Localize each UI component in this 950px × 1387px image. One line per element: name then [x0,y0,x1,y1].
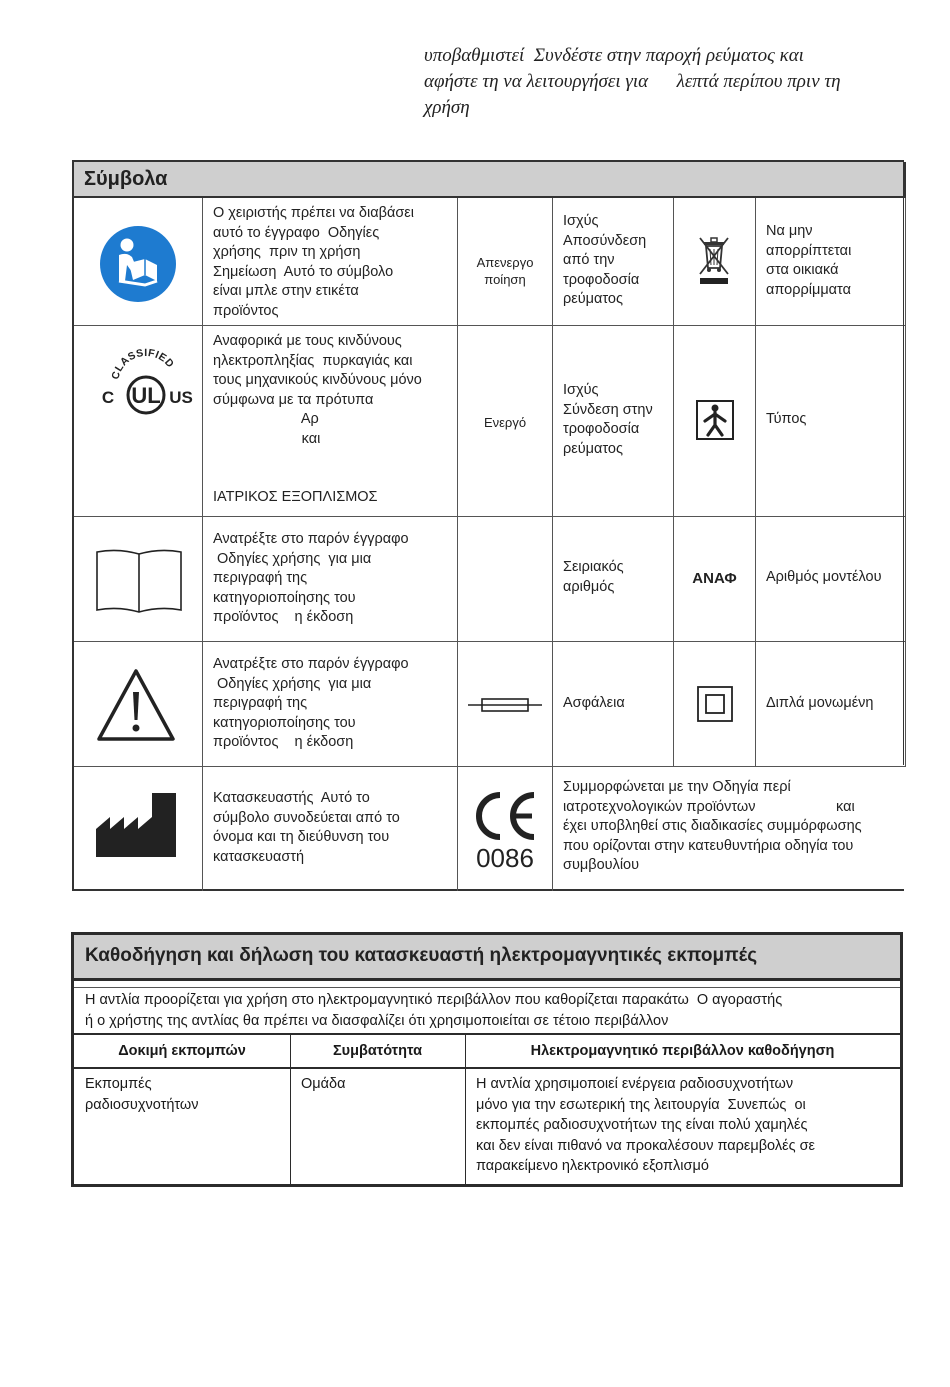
cell-warning-desc [203,642,458,767]
emc-intro [74,987,900,1035]
cell-power-disconnect-desc [553,198,674,326]
desc-line: ιατροτεχνολογικών προϊόντων και [563,798,855,815]
desc-line: περιγραφή της [213,695,308,711]
cell-type-bf-icon [674,326,756,517]
desc-line: αριθμός [563,578,615,595]
desc-line: τους μηχανικούς κινδύνους μόνο [213,372,422,388]
desc-line: χρήσης πριν τη χρήση [213,244,361,260]
desc-line: απορρίμματα [766,281,851,298]
desc-line: ηλεκτροπληξίας πυρκαγιάς και [213,352,413,369]
column-header-emissions-test: Δοκιμή εκπομπών [74,1035,290,1069]
crossed-bin-icon [698,234,730,286]
cell-weee-desc [756,198,906,326]
cell-fuse-desc [553,642,674,767]
desc-line: Οδηγίες χρήσης για μια [213,550,372,567]
desc-line: όνομα και τη διεύθυνση του [213,829,390,845]
cell-line: ραδιοσυχνοτήτων [85,1096,199,1113]
desc-line: Ισχύς [563,213,599,229]
power-off-label-line: Απενεργο [476,255,534,270]
cell-manual-icon [74,517,203,642]
ul-us-text: US [169,388,193,407]
medical-equipment-label: ΙΑΤΡΙΚΟΣ ΕΞΟΠΛΙΣΜΟΣ [213,489,378,505]
cell-weee-icon [674,198,756,326]
cell-ul-desc [203,326,458,517]
desc-line: κατηγοριοποίησης του [213,589,356,606]
desc-line: από την [563,252,615,268]
desc-line: σύμφωνα με τα πρότυπα [213,391,374,408]
cell-instructions-desc [203,198,458,326]
intro-line-3: χρήση [424,97,470,118]
ul-classified-text: CLASSIFIED [109,346,177,381]
cell-type-desc [756,326,906,517]
cell-manufacturer-icon [74,767,203,891]
cell-empty [458,517,553,642]
cell-environment-guidance [465,1069,900,1184]
desc-line: στα οικιακά [766,262,839,278]
desc-line: Ανατρέξτε στο παρόν έγγραφο [213,656,409,672]
desc-line: προϊόντος [213,302,279,319]
cell-power-off-label [458,198,553,326]
desc-line: ρεύματος [563,291,623,307]
intro-line-2: αφήστε τη να λειτουργήσει για λεπτά περίπου πριν τη [424,71,841,92]
power-on-label: Ενεργό [483,415,527,430]
symbols-right-border [903,160,904,765]
symbols-table [72,160,904,891]
cell-line: Η αντλία χρησιμοποιεί ενέργεια ραδιοσυχνοτήτων [476,1076,794,1092]
desc-line: αυτό το έγγραφο Οδηγίες [213,224,380,241]
desc-line: Κατασκευαστής Αυτό το [213,790,370,806]
cell-power-connect-desc [553,326,674,517]
desc-line: Ο χειριστής πρέπει να διαβάσει [213,205,414,221]
desc-line: Σύνδεση στην [563,401,653,418]
emc-intro-line: Η αντλία προορίζεται για χρήση στο ηλεκτρομαγνητικό περιβάλλον που καθορίζεται παρακάτω Ο αγοραστής [85,992,783,1008]
ul-c-text: C [101,388,115,407]
cell-double-insulated-desc [756,642,906,767]
desc-line: προϊόντος η έκδοση [213,609,354,625]
desc-line: Ισχύς [563,382,599,398]
cell-line: Ομάδα [301,1076,346,1092]
ce-mark-icon [470,789,540,843]
desc-line: συμβουλίου [563,857,640,873]
warning-triangle-icon [96,668,176,742]
cell-ce-desc [553,767,906,891]
cell-ce-icon [458,767,553,891]
cell-instructions-icon [74,198,203,326]
desc-line: Να μην [766,223,813,239]
cell-double-insulated-icon [674,642,756,767]
cell-manual-desc [203,517,458,642]
cell-line: μόνο για την εσωτερική της λειτουργία Συνεπώς οι [476,1096,806,1113]
type-label: Τύπος [766,411,807,427]
open-book-icon [94,546,184,614]
cell-ref-icon [674,517,756,642]
fuse-label: Ασφάλεια [563,695,625,711]
desc-line: Σειριακός [563,559,624,575]
emc-emissions-table [71,932,903,1187]
intro-text [424,43,924,121]
column-header-environment: Ηλεκτρομαγνητικό περιβάλλον καθοδήγηση [465,1035,900,1069]
fuse-icon [468,697,542,713]
desc-line: και [213,430,321,447]
type-b-applied-part-icon [696,400,734,440]
desc-line: είναι μπλε στην ετικέτα [213,283,359,299]
cell-ul-icon [74,326,203,517]
svg-text:CLASSIFIED [109,347,176,381]
desc-line: σύμβολο συνοδεύεται από το [213,809,400,826]
cell-line: Εκπομπές [85,1076,152,1092]
cell-emissions-test [74,1069,290,1184]
cell-serial-desc [553,517,674,642]
desc-line: που ορίζονται στην κατευθυντήρια οδηγία του [563,837,854,854]
desc-line: απορρίπτεται [766,242,852,259]
ce-notified-body-number: 0086 [476,843,534,873]
cell-warning-icon [74,642,203,767]
double-insulated-icon [697,686,733,722]
double-insulated-label: Διπλά μονωμένη [766,695,874,711]
power-off-label-line: ποίηση [484,272,526,287]
cell-model-desc [756,517,906,642]
desc-line: ρεύματος [563,440,623,457]
desc-line: Αναφορικά με τους κινδύνους [213,333,402,349]
emc-intro-line: ή ο χρήστης της αντλίας θα πρέπει να διασφαλίζει ότι χρησιμοποιείται σε τέτοιο περιβάλλον [85,1013,669,1029]
desc-line: κατασκευαστή [213,848,305,865]
symbols-title: Σύμβολα [84,168,168,190]
desc-line: Συμμορφώνεται με την Οδηγία περί [563,779,791,795]
desc-line: Ανατρέξτε στο παρόν έγγραφο [213,531,409,547]
cell-line: εκπομπές ραδιοσυχνοτήτων της είναι πολύ χαμηλές [476,1117,808,1133]
cell-manufacturer-desc [203,767,458,891]
desc-line: έχει υποβληθεί στις διαδικασίες συμμόρφωσης [563,818,862,834]
emc-title: Καθοδήγηση και δήλωση του κατασκευαστή ηλεκτρομαγνητικές εκπομπές [85,945,758,966]
ul-classified-icon [98,340,194,418]
symbols-table-header [74,162,906,198]
read-instructions-icon [99,225,177,303]
model-number-label: Αριθμός μοντέλου [766,569,882,585]
intro-line-1: υποβαθμιστεί Συνδέστε στην παροχή ρεύματος και [424,45,804,66]
desc-line: Οδηγίες χρήσης για μια [213,675,372,692]
ul-mark-text: UL [131,383,161,408]
desc-line: περιγραφή της [213,570,308,586]
desc-line: Σημείωση Αυτό το σύμβολο [213,263,394,280]
desc-line: τροφοδοσία [563,271,640,288]
manufacturer-factory-icon [96,793,176,857]
desc-line: κατηγοριοποίησης του [213,714,356,731]
desc-line: προϊόντος η έκδοση [213,734,354,750]
cell-line: και δεν είναι πιθανό να προκαλέσουν παρεμβολές σε [476,1137,815,1154]
cell-line: παρακείμενο ηλεκτρονικό εξοπλισμό [476,1158,709,1174]
column-header-compliance: Συμβατότητα [290,1035,465,1069]
desc-line: Αρ [213,411,319,427]
cell-fuse-icon [458,642,553,767]
emc-table-header [74,935,900,981]
desc-line: τροφοδοσία [563,421,640,437]
cell-compliance [290,1069,465,1184]
cell-power-on-label [458,326,553,517]
desc-line: Αποσύνδεση [563,232,647,249]
ref-label: ΑΝΑΦ [692,570,737,587]
